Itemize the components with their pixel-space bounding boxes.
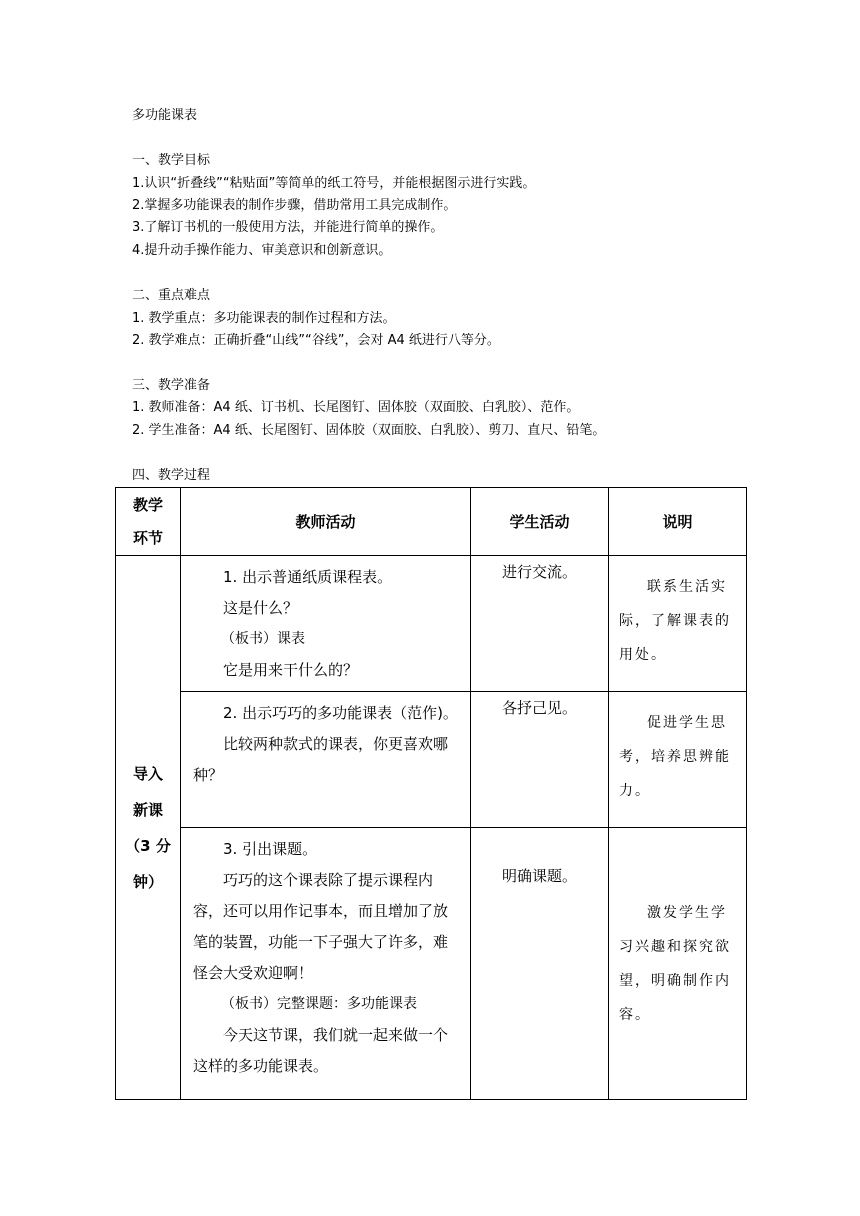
stage-line: 导入: [132, 764, 163, 783]
note-cell: [609, 556, 747, 692]
preparation-heading: 三、教学准备: [132, 378, 211, 393]
teacher-activity-line: 它是用来干什么的？: [223, 661, 359, 679]
teacher-activity-line: 2. 出示巧巧的多功能课表（范作)。: [223, 704, 458, 722]
goal-item: 2.掌握多功能课表的制作步骤，借助常用工具完成制作。: [132, 198, 457, 213]
stage-line: 新课: [132, 800, 163, 819]
table-header-row: [116, 488, 747, 556]
goal-item: 1.认识“折叠线”“粘贴面”等简单的纸工符号，并能根据图示进行实践。: [132, 176, 536, 191]
teacher-activity-line: 3. 引出课题。: [223, 840, 318, 858]
teacher-activity-line: 巧巧的这个课表除了提示课程内容，还可以用作记事本，而且增加了放笔的装置，功能一下子强大了许多，难怪会大受欢迎啊！: [193, 871, 449, 982]
goal-item: 4.提升动手操作能力、审美意识和创新意识。: [132, 243, 392, 258]
teacher-activity-line: 这是什么？: [223, 599, 299, 617]
goal-item: 3.了解订书机的一般使用方法，并能进行简单的操作。: [132, 220, 444, 235]
note-text: 促进学生思考，培养思辨能力。: [619, 715, 731, 799]
header-stage: [116, 488, 181, 556]
note-text: 激发学生学习兴趣和探究欲望，明确制作内容。: [619, 904, 731, 1023]
process-heading: 四、教学过程: [132, 468, 211, 483]
teacher-activity-line: 比较两种款式的课表，你更喜欢哪种？: [193, 735, 449, 784]
key-points-heading: 二、重点难点: [132, 288, 211, 303]
header-stage-line2: 环节: [132, 528, 163, 547]
key-point-item: 2. 教学难点：正确折叠“山线”“谷线”，会对 A4 纸进行八等分。: [132, 333, 500, 348]
page-title: 多功能课表: [132, 108, 198, 123]
goals-heading: 一、教学目标: [132, 153, 211, 168]
stage-line: 钟）: [132, 872, 163, 891]
preparation-item: 2. 学生准备：A4 纸、长尾图钉、固体胶（双面胶、白乳胶）、剪刀、直尺、铅笔。: [132, 423, 606, 438]
note-cell: [609, 828, 747, 1100]
teacher-activity-line: 今天这节课，我们就一起来做一个这样的多功能课表。: [193, 1026, 449, 1075]
teacher-activity-cell: [181, 692, 471, 828]
key-point-item: 1. 教学重点：多功能课表的制作过程和方法。: [132, 311, 396, 326]
student-activity-cell: 进行交流。: [471, 556, 609, 692]
lesson-process-table: [115, 487, 747, 1100]
teacher-activity-line: 1. 出示普通纸质课程表。: [223, 568, 393, 586]
table-row: [116, 556, 747, 692]
header-stage-line1: 教学: [132, 495, 163, 514]
teacher-activity-cell: [181, 556, 471, 692]
table-row: [116, 828, 747, 1100]
stage-line: （3 分: [125, 836, 171, 855]
note-text: 联系生活实际，了解课表的用处。: [619, 579, 731, 663]
preparation-item: 1. 教师准备：A4 纸、订书机、长尾图钉、固体胶（双面胶、白乳胶）、范作。: [132, 400, 580, 415]
student-activity-cell: 明确课题。: [471, 828, 609, 1100]
teacher-activity-cell: [181, 828, 471, 1100]
header-note: 说明: [609, 488, 747, 556]
header-teacher: 教师活动: [181, 488, 471, 556]
student-activity-cell: 各抒己见。: [471, 692, 609, 828]
table-row: [116, 692, 747, 828]
teacher-activity-line: （板书）完整课题：多功能课表: [221, 996, 417, 1012]
header-student: 学生活动: [471, 488, 609, 556]
stage-cell: [116, 556, 181, 1100]
note-cell: [609, 692, 747, 828]
teacher-activity-line: （板书）课表: [221, 631, 305, 647]
